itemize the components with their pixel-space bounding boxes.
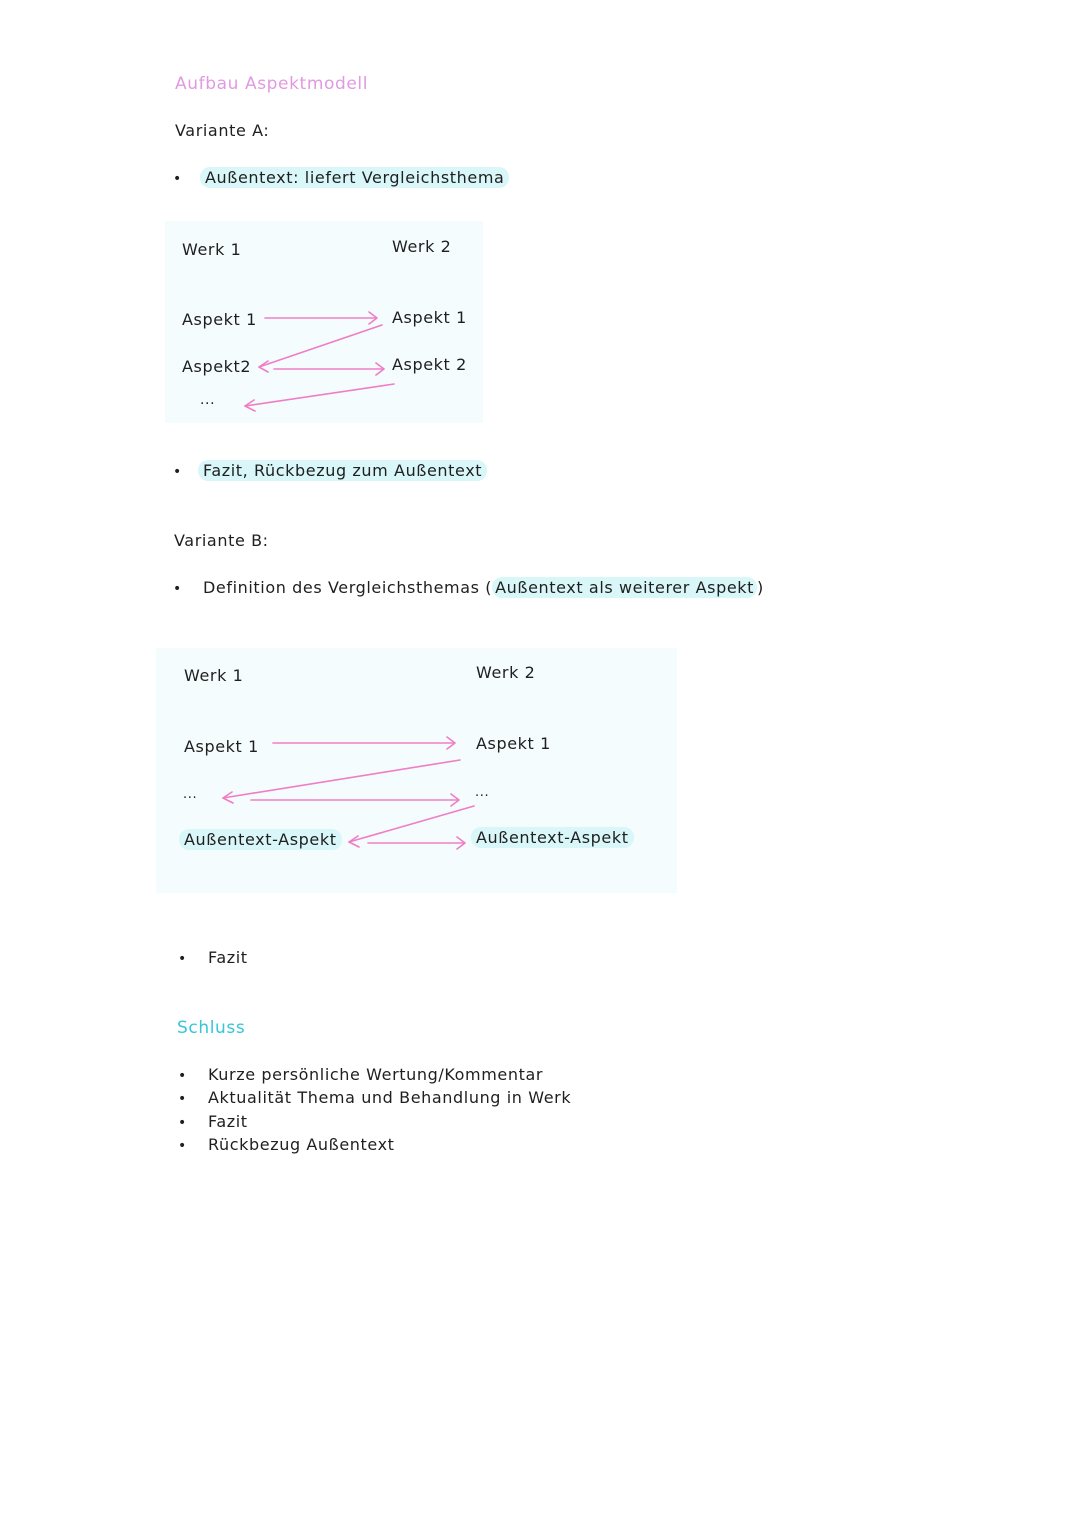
bullet-marker: • (178, 951, 187, 967)
highlighted-text: Außentext als weiterer Aspekt (492, 577, 757, 598)
section-heading-schluss: Schluss (177, 1018, 246, 1038)
diagram-a-right-aspekt1: Aspekt 1 (392, 308, 467, 327)
schluss-item: Rückbezug Außentext (208, 1135, 395, 1154)
schluss-item: Aktualität Thema und Behandlung in Werk (208, 1088, 572, 1107)
highlighted-text: Außentext: liefert Vergleichsthema (200, 167, 509, 188)
schluss-item: Fazit (208, 1112, 248, 1131)
bullet-marker: • (178, 1068, 187, 1084)
arrow-b-aussentext-right (368, 837, 465, 849)
variant-b-label: Variante B: (174, 531, 269, 550)
bullet-marker: • (173, 581, 182, 597)
variant-a-label: Variante A: (175, 121, 270, 140)
bullet-marker: • (173, 464, 182, 480)
highlighted-text: Fazit, Rückbezug zum Außentext (198, 460, 487, 481)
diagram-a-left-aspekt2: Aspekt2 (182, 357, 252, 376)
bullet-marker: • (178, 1115, 187, 1131)
diagram-b-werk1: Werk 1 (184, 666, 244, 685)
diagram-a-left-more: ... (200, 392, 216, 408)
section-heading-aufbau: Aufbau Aspektmodell (175, 74, 369, 94)
diagram-b-left-more: ... (183, 787, 198, 802)
diagram-b-right-aspekt1: Aspekt 1 (476, 734, 551, 753)
definition-text: Definition des Vergleichsthemas ( (203, 578, 493, 597)
bullet-marker: • (173, 171, 182, 187)
bullet-marker: • (178, 1091, 187, 1107)
diagram-a-left-aspekt1: Aspekt 1 (182, 310, 257, 329)
variant-b-bullet-fazit: Fazit (208, 948, 248, 967)
diagram-a-werk2: Werk 2 (392, 237, 452, 256)
diagram-b-right-more: ... (475, 785, 490, 800)
diagram-a-werk1: Werk 1 (182, 240, 242, 259)
diagram-a-right-aspekt2: Aspekt 2 (392, 355, 467, 374)
bullet-marker: • (178, 1138, 187, 1154)
arrow-b-diagonal-to-aussentext (349, 806, 474, 847)
highlighted-text: Außentext-Aspekt (471, 827, 634, 848)
highlighted-text: Außentext-Aspekt (179, 829, 342, 850)
definition-close: ) (757, 578, 764, 597)
diagram-b-left-aspekt1: Aspekt 1 (184, 737, 259, 756)
arrow-b-diagonal-to-more (223, 760, 460, 803)
arrow-b-more-right (251, 794, 459, 806)
schluss-item: Kurze persönliche Wertung/Kommentar (208, 1065, 544, 1084)
arrow-b-aspekt1-right (273, 737, 455, 749)
diagram-b-werk2: Werk 2 (476, 663, 536, 682)
